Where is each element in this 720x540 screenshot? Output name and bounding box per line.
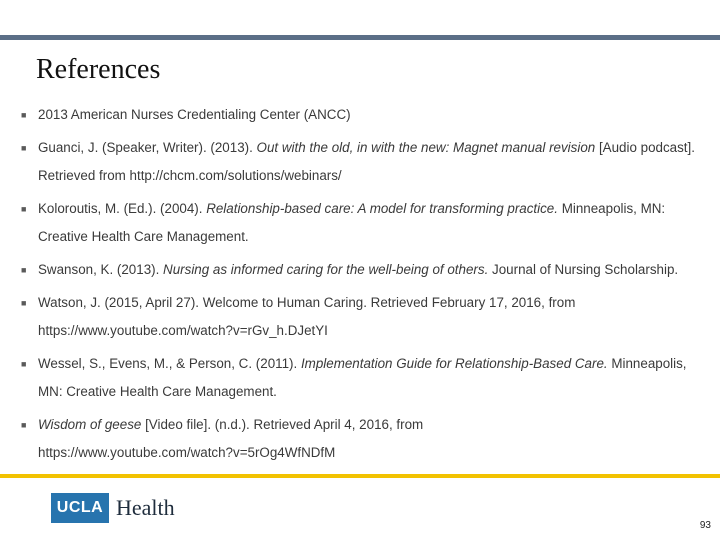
logo-box: UCLA bbox=[51, 493, 109, 523]
reference-url: Retrieved from http://chcm.com/solutions/webinars/ bbox=[38, 168, 342, 183]
bullet-icon: ■ bbox=[21, 204, 27, 214]
slide-title: References bbox=[36, 54, 161, 85]
reference-text: 2013 American Nurses Credentialing Center (ANCC) bbox=[38, 107, 351, 122]
bullet-icon: ■ bbox=[21, 143, 27, 153]
bullet-icon: ■ bbox=[21, 420, 27, 430]
reference-text: Wessel, S., Evens, M., & Person, C. (2011). Implementation Guide for Relationship-Based Care. Minneapolis, bbox=[38, 356, 687, 371]
reference-text: Swanson, K. (2013). Nursing as informed caring for the well-being of others. Journal of Nursing Scholarship. bbox=[38, 262, 679, 277]
reference-text: Guanci, J. (Speaker, Writer). (2013). Out with the old, in with the new: Magnet manual revision [Audio podcast]. bbox=[38, 140, 695, 155]
page-number: 93 bbox=[699, 520, 711, 531]
logo-word: Health bbox=[116, 495, 175, 520]
reference-url: https://www.youtube.com/watch?v=rGv_h.DJetYI bbox=[38, 323, 328, 338]
bullet-icon: ■ bbox=[21, 298, 27, 308]
bullet-icon: ■ bbox=[21, 359, 27, 369]
bullet-icon: ■ bbox=[21, 110, 27, 120]
reference-text: Koloroutis, M. (Ed.). (2004). Relationship-based care: A model for transforming practice. Minneapolis, MN: bbox=[38, 201, 666, 216]
bullet-icon: ■ bbox=[21, 265, 27, 275]
reference-text-continued: Creative Health Care Management. bbox=[38, 229, 249, 244]
gold-divider bbox=[0, 474, 720, 478]
ucla-health-logo bbox=[51, 493, 175, 523]
reference-text-continued: MN: Creative Health Care Management. bbox=[38, 384, 277, 399]
reference-text: Wisdom of geese [Video file]. (n.d.). Retrieved April 4, 2016, from bbox=[38, 417, 424, 432]
reference-url: https://www.youtube.com/watch?v=5rOg4WfNDfM bbox=[38, 445, 336, 460]
reference-text: Watson, J. (2015, April 27). Welcome to Human Caring. Retrieved February 17, 2016, from bbox=[38, 295, 576, 310]
